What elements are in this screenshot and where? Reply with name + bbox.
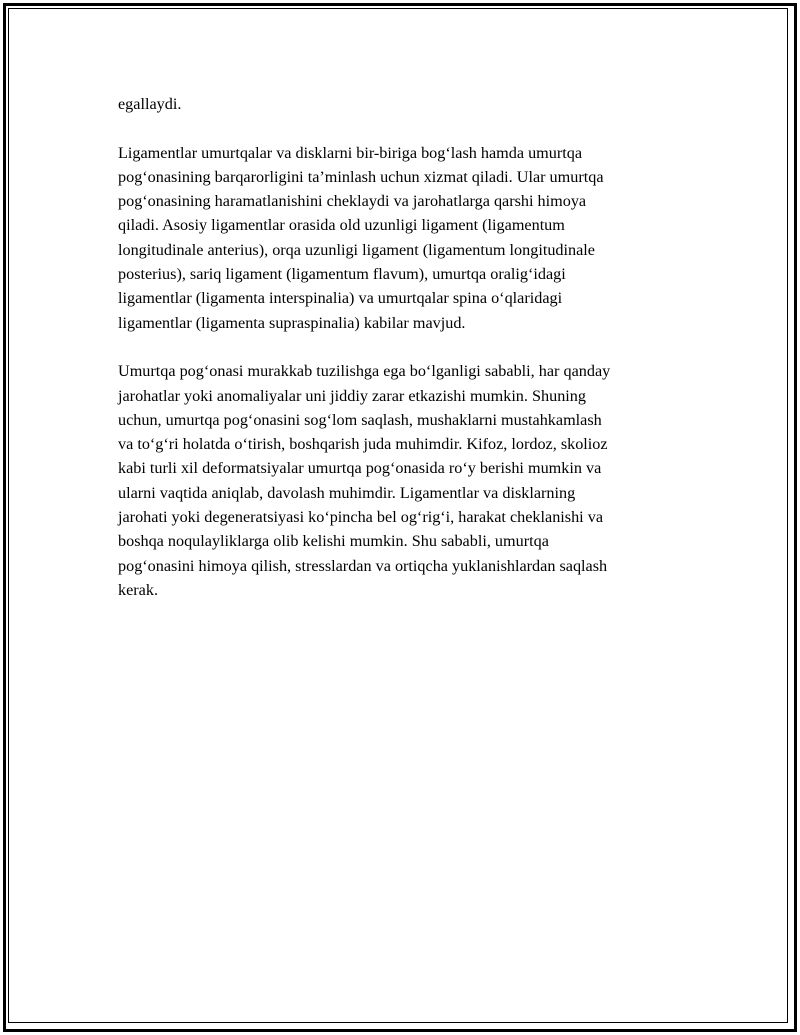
- text-line: va to‘g‘ri holatda o‘tirish, boshqarish juda muhimdir. Kifoz, lordoz, skolioz: [118, 435, 608, 454]
- text-line: kerak.: [118, 580, 158, 599]
- text-line: posterius), sariq ligament (ligamentum flavum), umurtqa oralig‘idagi: [118, 265, 566, 284]
- text-line: egallaydi.: [118, 95, 182, 113]
- text-line: ligamentlar (ligamenta supraspinalia) kabilar mavjud.: [118, 313, 466, 332]
- text-line: jarohati yoki degeneratsiyasi ko‘pincha bel og‘rig‘i, harakat cheklanishi va: [118, 508, 604, 527]
- text-line: pog‘onasining haramatlanishini cheklaydi va jarohatlarga qarshi himoya: [118, 192, 587, 211]
- text-line: Ligamentlar umurtqalar va disklarni bir-biriga bog‘lash hamda umurtqa: [118, 143, 583, 162]
- text-line: uchun, umurtqa pog‘onasini sog‘lom saqlash, mushaklarni mustahkamlash: [118, 410, 602, 429]
- text-line: boshqa noqulayliklarga olib kelishi mumkin. Shu sababli, umurtqa: [118, 532, 549, 551]
- text-line: ularni vaqtida aniqlab, davolash muhimdir. Ligamentlar va disklarning: [118, 483, 576, 502]
- text-line: pog‘onasini himoya qilish, stresslardan va ortiqcha yuklanishlardan saqlash: [118, 556, 608, 575]
- text-line: kabi turli xil deformatsiyalar umurtqa pog‘onasida ro‘y berishi mumkin va: [118, 459, 602, 478]
- text-line: Umurtqa pog‘onasi murakkab tuzilishga ega bo‘lganligi sababli, har qanday: [118, 362, 611, 381]
- text-line: qiladi. Asosiy ligamentlar orasida old uzunligi ligament (ligamentum: [118, 216, 565, 235]
- text-line: ligamentlar (ligamenta interspinalia) va umurtqalar spina o‘qlaridagi: [118, 289, 563, 308]
- document-body: [118, 92, 688, 627]
- text-line: pog‘onasining barqarorligini ta’minlash uchun xizmat qiladi. Ular umurtqa: [118, 167, 604, 186]
- paragraph-1: [118, 92, 688, 116]
- paragraph-2: [118, 141, 688, 335]
- paragraph-3: [118, 359, 688, 602]
- text-line: longitudinale anterius), orqa uzunligi ligament (ligamentum longitudinale: [118, 240, 595, 259]
- text-line: jarohatlar yoki anomaliyalar uni jiddiy zarar etkazishi mumkin. Shuning: [118, 386, 586, 405]
